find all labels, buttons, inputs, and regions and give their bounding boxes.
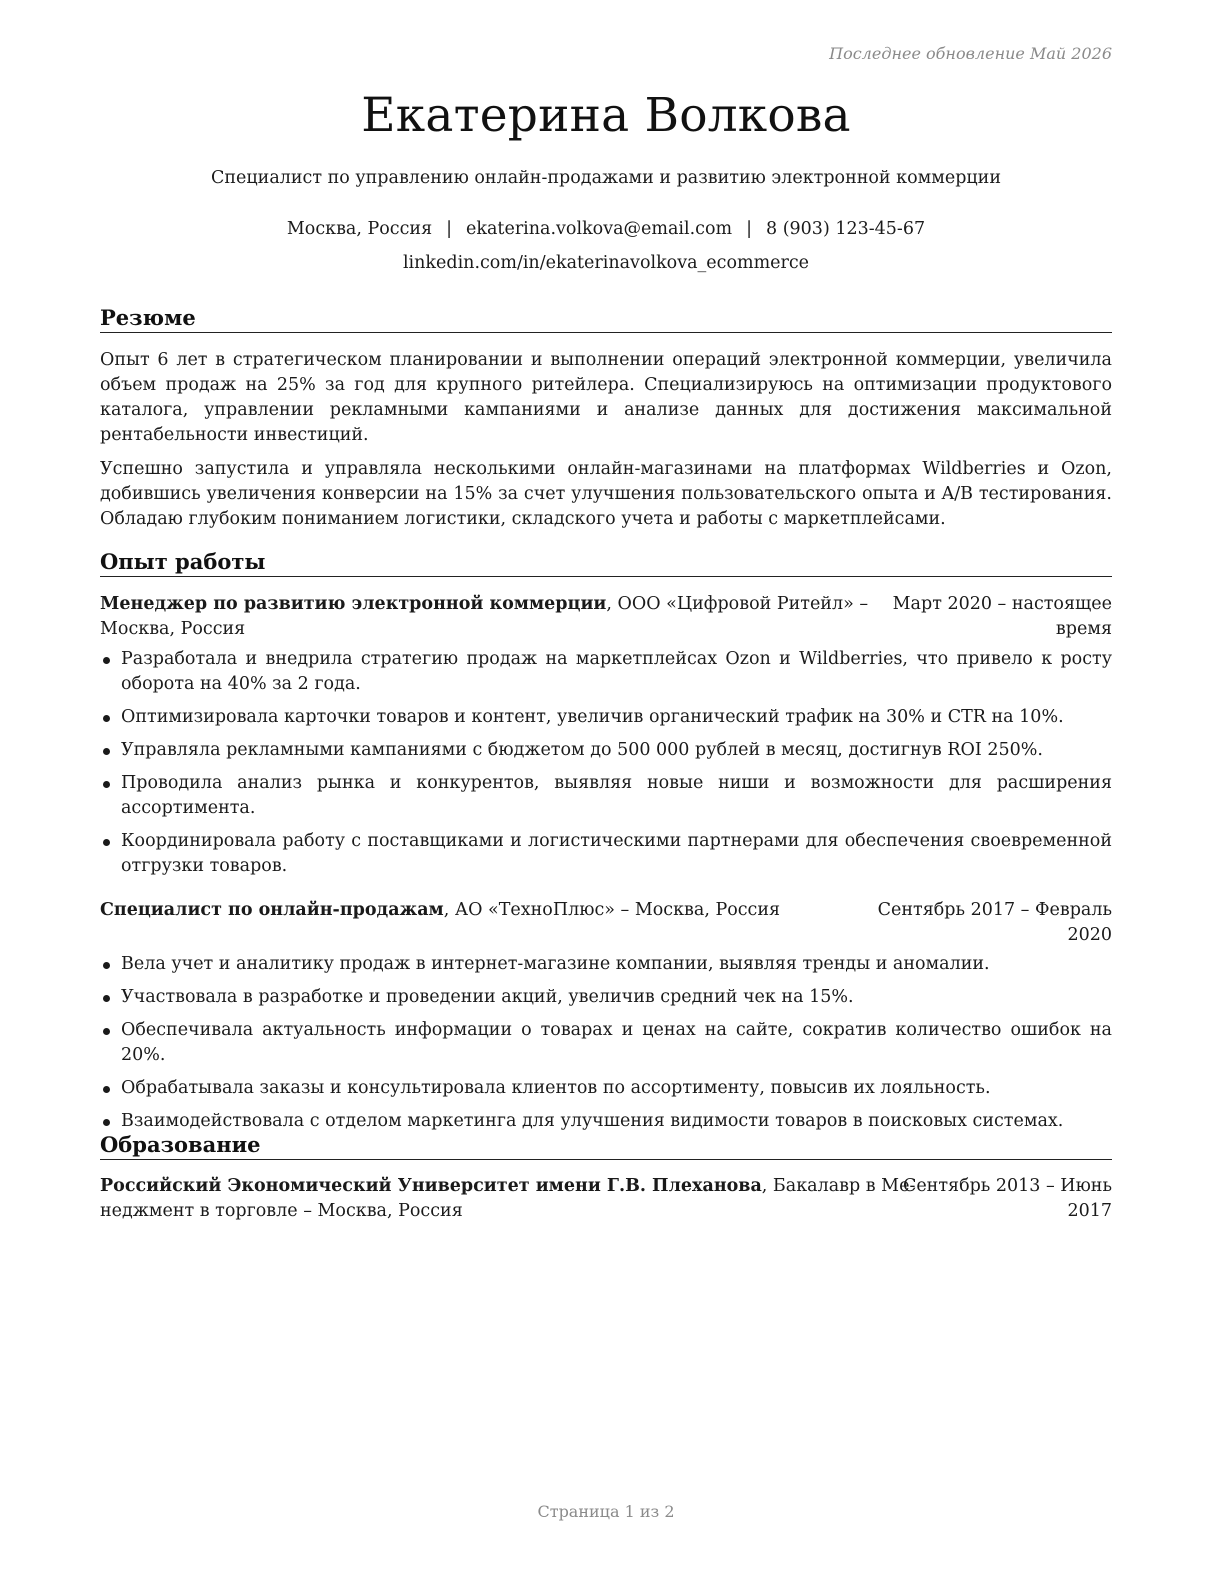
list-item	[100, 738, 1112, 763]
bullet-icon	[103, 781, 110, 788]
job-location: Москва, Россия	[100, 619, 246, 639]
achievement-text: Обрабатывала заказы и консультировала клиентов по ассортименту, повысив их лояльность.	[121, 1078, 991, 1098]
achievement-text: Обеспечивала актуальность информации о товарах и ценах на сайте, сократив количество ошибок на 20%.	[121, 1020, 1112, 1065]
job-company: , ООО «Цифровой Ритейл» –	[606, 594, 869, 614]
achievement-text: Разработала и внедрила стратегию продаж на маркетплейсах Ozon и Wildberries, что привело к росту оборота на 40% за 2 года.	[121, 649, 1112, 694]
education-entry	[100, 1174, 1112, 1224]
candidate-name: Екатерина Волкова	[361, 88, 851, 143]
contact-line	[100, 219, 1112, 239]
job-achievements	[100, 647, 1112, 887]
job-dates-line: 2020	[1067, 925, 1112, 945]
page-number: Страница 1 из 2	[537, 1502, 675, 1521]
achievement-text: Управляла рекламными кампаниями с бюджетом до 500 000 рублей в месяц, достигнув ROI 250%.	[121, 740, 1043, 760]
linkedin-link[interactable]: linkedin.com/in/ekaterinavolkova_ecommerce	[402, 253, 810, 273]
list-item	[100, 1076, 1112, 1101]
achievement-text: Вела учет и аналитику продаж в интернет-магазине компании, выявляя тренды и аномалии.	[121, 954, 990, 974]
summary-paragraph: Опыт 6 лет в стратегическом планировании и выполнении операций электронной коммерции, увеличила объем продаж на 25% за год для крупного ритейлера. Специализируюсь на оптимизации продуктового каталога, управлении рекламными кампаниями и анализе данных для достижения максимальной рентабельности инвестиций.	[100, 350, 1112, 445]
bullet-icon	[103, 748, 110, 755]
list-item	[100, 952, 1112, 977]
degree: , Бакалавр в Ме-	[761, 1176, 916, 1196]
bullet-icon	[103, 1119, 110, 1126]
achievement-text: Оптимизировала карточки товаров и контент, увеличив органический трафик на 30% и CTR на 10%.	[121, 707, 1064, 727]
job-position: Менеджер по развитию электронной коммерции	[100, 594, 607, 614]
email-link[interactable]: ekaterina.volkova@email.com	[466, 219, 733, 239]
list-item	[100, 647, 1112, 697]
education-info	[100, 1174, 915, 1224]
list-item	[100, 771, 1112, 821]
bullet-icon	[103, 1028, 110, 1035]
job-dates-line: время	[1055, 619, 1112, 639]
job-dates-line: Март 2020 – настоящее	[892, 594, 1112, 614]
last-updated: Последнее обновление Май 2026	[829, 44, 1112, 63]
summary-paragraph: Успешно запустила и управляла несколькими онлайн-магазинами на платформах Wildberries и Ozon, добившись увеличения конверсии на 15% за счет улучшения пользовательского опыта и A/B тестирования. Обладаю глубоким пониманием логистики, складского учета и работы с маркетплейсами.	[100, 459, 1112, 529]
bullet-icon	[103, 715, 110, 722]
achievement-text: Взаимодействовала с отделом маркетинга для улучшения видимости товаров в поисковых системах.	[121, 1111, 1064, 1131]
job-info	[100, 592, 868, 642]
bullet-icon	[103, 839, 110, 846]
candidate-title: Специалист по управлению онлайн-продажами и развитию электронной коммерции	[211, 168, 1001, 188]
section-title-education: Образование	[100, 1132, 1112, 1160]
achievement-text: Участвовала в разработке и проведении акций, увеличив средний чек на 15%.	[121, 987, 854, 1007]
separator: |	[446, 219, 453, 239]
list-item	[100, 1018, 1112, 1068]
job-position: Специалист по онлайн-продажам	[100, 900, 444, 920]
education-dates	[903, 1174, 1112, 1224]
bullet-icon	[103, 657, 110, 664]
job-header	[100, 898, 1112, 948]
job-info	[100, 898, 780, 923]
job-achievements	[100, 952, 1112, 1142]
section-title-summary: Резюме	[100, 305, 1112, 333]
list-item	[100, 1109, 1112, 1134]
location: Москва, Россия	[286, 219, 433, 239]
education-dates-line: 2017	[1067, 1201, 1112, 1221]
education-dates-line: Сентябрь 2013 – Июнь	[902, 1176, 1112, 1196]
job-header	[100, 592, 1112, 642]
list-item	[100, 985, 1112, 1010]
bullet-icon	[103, 962, 110, 969]
job-company: , АО «ТехноПлюс» – Москва, Россия	[443, 900, 781, 920]
bullet-icon	[103, 995, 110, 1002]
achievement-text: Координировала работу с поставщиками и логистическими партнерами для обеспечения своевременной отгрузки товаров.	[121, 831, 1112, 876]
bullet-icon	[103, 1086, 110, 1093]
job-dates-line: Сентябрь 2017 – Февраль	[877, 900, 1112, 920]
job-dates	[878, 898, 1112, 948]
list-item	[100, 829, 1112, 879]
separator: |	[746, 219, 753, 239]
phone: 8 (903) 123-45-67	[766, 219, 926, 239]
resume-page	[100, 0, 1112, 1584]
degree-continued: неджмент в торговле – Москва, Россия	[100, 1201, 463, 1221]
institution-name: Российский Экономический Университет имени Г.В. Плеханова	[100, 1176, 762, 1196]
job-dates	[893, 592, 1112, 642]
achievement-text: Проводила анализ рынка и конкурентов, выявляя новые ниши и возможности для расширения ассортимента.	[121, 773, 1112, 818]
list-item	[100, 705, 1112, 730]
section-title-experience: Опыт работы	[100, 549, 1112, 577]
